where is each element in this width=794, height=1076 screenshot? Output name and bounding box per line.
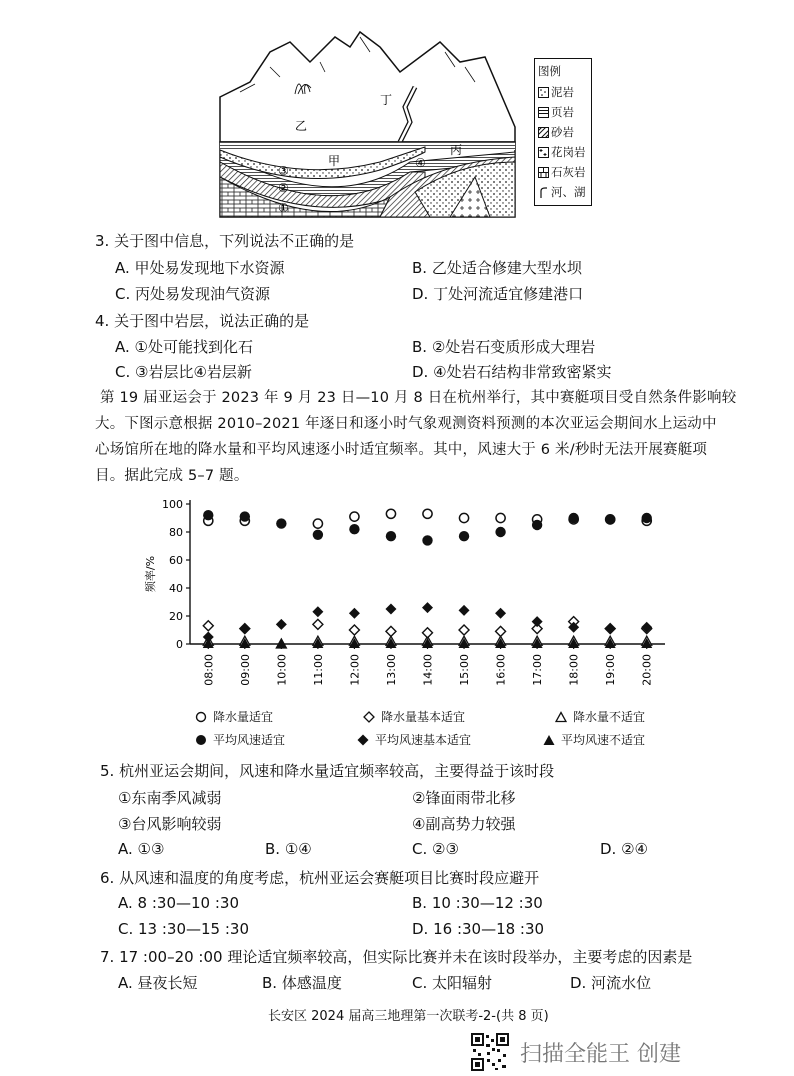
data-point-diamond-open xyxy=(386,626,396,636)
legend-wind-basic: 平均风速基本适宜 xyxy=(357,731,471,748)
q3-option-b: B. 乙处适合修建大型水坝 xyxy=(412,259,582,277)
data-point-diamond-filled xyxy=(203,632,214,643)
geology-legend xyxy=(534,58,592,206)
legend-item-sandstone: 砂岩 xyxy=(538,122,588,142)
label-n2: ② xyxy=(278,181,289,195)
data-point-diamond-open xyxy=(496,626,506,636)
q3-option-d: D. 丁处河流适宜修建港口 xyxy=(412,285,584,303)
data-point-circle-open xyxy=(423,509,432,518)
data-point-diamond-open xyxy=(459,625,469,635)
data-point-circle-filled xyxy=(642,513,652,523)
page-footer: 长安区 2024 届高三地理第一次联考-2-(共 8 页) xyxy=(268,1009,549,1024)
filled-diamond-icon xyxy=(357,734,369,746)
chart-legend xyxy=(195,708,645,748)
q5-option-a: A. ①③ xyxy=(118,840,165,858)
y-tick-label: 60 xyxy=(169,554,183,567)
data-point-diamond-filled xyxy=(495,608,506,619)
y-axis-label: 频率/% xyxy=(144,555,157,593)
filled-circle-icon xyxy=(195,734,207,746)
q4-stem: 4. 关于图中岩层，说法正确的是 xyxy=(95,312,310,330)
data-point-diamond-filled xyxy=(422,602,433,613)
label-n1: ① xyxy=(278,201,289,215)
data-point-circle-filled xyxy=(532,520,542,530)
shale-swatch-icon xyxy=(538,107,549,118)
data-point-circle-filled xyxy=(605,514,615,524)
q7-option-a: A. 昼夜长短 xyxy=(118,974,198,992)
q7-option-b: B. 体感温度 xyxy=(262,974,342,992)
data-point-diamond-filled xyxy=(239,623,250,634)
data-point-diamond-filled xyxy=(532,616,543,627)
q3-option-a: A. 甲处易发现地下水资源 xyxy=(115,259,285,277)
granite-swatch-icon xyxy=(538,147,549,158)
x-tick-label: 18:00 xyxy=(567,654,581,686)
q5-item-2: ②锋面雨带北移 xyxy=(412,789,516,807)
legend-item-shale: 页岩 xyxy=(538,102,588,122)
y-tick-label: 0 xyxy=(176,638,183,651)
scanner-watermark xyxy=(470,1032,681,1072)
sandstone-swatch-icon xyxy=(538,127,549,138)
x-tick-label: 08:00 xyxy=(202,654,216,686)
data-point-circle-filled xyxy=(386,531,396,541)
data-point-diamond-filled xyxy=(349,608,360,619)
x-tick-label: 14:00 xyxy=(421,654,435,686)
label-yi: 乙 xyxy=(295,119,308,133)
legend-item-granite: 花岗岩 xyxy=(538,142,588,162)
open-triangle-icon xyxy=(555,711,567,723)
intro-line-3: 心场馆所在地的降水量和平均风速逐小时适宜频率。其中，风速大于 6 米/秒时无法开展赛艇项 xyxy=(95,442,708,458)
q5-option-b: B. ①④ xyxy=(265,840,312,858)
intro-line-2: 大。下图示意根据 2010–2021 年逐日和逐小时气象观测资料预测的本次亚运会期间水上运动中 xyxy=(95,416,717,432)
data-point-circle-filled xyxy=(276,518,286,528)
label-jia: 甲 xyxy=(328,154,341,168)
label-bing: 丙 xyxy=(450,143,463,157)
data-point-diamond-open xyxy=(349,625,359,635)
q5-option-c: C. ②③ xyxy=(412,840,459,858)
legend-wind-suitable: 平均风速适宜 xyxy=(195,731,285,748)
q3-option-c: C. 丙处易发现油气资源 xyxy=(115,285,271,303)
x-tick-label: 13:00 xyxy=(384,654,398,686)
q5-option-d: D. ②④ xyxy=(600,840,648,858)
legend-rain-unsuitable: 降水量不适宜 xyxy=(555,708,645,725)
data-point-circle-filled xyxy=(240,511,250,521)
q7-option-d: D. 河流水位 xyxy=(570,974,652,992)
frequency-chart xyxy=(140,492,680,702)
qr-code-icon xyxy=(470,1032,510,1072)
y-tick-label: 80 xyxy=(169,526,183,539)
q5-stem: 5. 杭州亚运会期间，风速和降水量适宜频率较高，主要得益于该时段 xyxy=(100,762,555,780)
x-tick-label: 16:00 xyxy=(494,654,508,686)
data-point-circle-filled xyxy=(495,527,505,537)
data-point-diamond-filled xyxy=(276,619,287,630)
q4-option-b: B. ②处岩石变质形成大理岩 xyxy=(412,338,596,356)
limestone-swatch-icon xyxy=(538,167,549,178)
q6-option-b: B. 10 :30—12 :30 xyxy=(412,894,543,912)
legend-rain-suitable: 降水量适宜 xyxy=(195,708,273,725)
q4-option-c: C. ③岩层比④岩层新 xyxy=(115,363,252,381)
data-point-diamond-filled xyxy=(459,605,470,616)
data-point-circle-open xyxy=(496,513,505,522)
x-tick-label: 11:00 xyxy=(311,654,325,686)
data-point-triangle-filled xyxy=(276,638,287,648)
q6-stem: 6. 从风速和温度的角度考虑，杭州亚运会赛艇项目比赛时段应避开 xyxy=(100,869,540,887)
q7-stem: 7. 17 :00–20 :00 理论适宜频率较高，但实际比赛并未在该时段举办，主要考虑的因素是 xyxy=(100,948,693,966)
mudstone-swatch-icon xyxy=(538,87,549,98)
q4-option-a: A. ①处可能找到化石 xyxy=(115,338,253,356)
q7-option-c: C. 太阳辐射 xyxy=(412,974,493,992)
data-point-circle-filled xyxy=(459,531,469,541)
data-point-diamond-open xyxy=(203,621,213,631)
q5-item-3: ③台风影响较弱 xyxy=(118,815,222,833)
q6-option-c: C. 13 :30—15 :30 xyxy=(118,920,250,938)
legend-item-limestone: 石灰岩 xyxy=(538,162,588,182)
label-ding: 丁 xyxy=(380,93,393,107)
data-point-diamond-filled xyxy=(641,622,652,633)
data-point-circle-filled xyxy=(568,513,578,523)
watermark-text: 扫描全能王 创建 xyxy=(520,1041,681,1067)
q4-option-d: D. ④处岩石结构非常致密紧实 xyxy=(412,363,612,381)
q3-stem: 3. 关于图中信息，下列说法不正确的是 xyxy=(95,232,355,250)
data-point-diamond-open xyxy=(313,619,323,629)
x-tick-label: 15:00 xyxy=(458,654,472,686)
intro-line-4: 目。据此完成 5–7 题。 xyxy=(95,468,249,484)
data-point-circle-filled xyxy=(422,535,432,545)
data-point-diamond-filled xyxy=(385,604,396,615)
intro-line-1: 第 19 届亚运会于 2023 年 9 月 23 日—10 月 8 日在杭州举行，其中赛艇项目受自然条件影响较 xyxy=(100,390,737,406)
x-tick-label: 09:00 xyxy=(238,654,252,686)
legend-rain-basic: 降水量基本适宜 xyxy=(363,708,465,725)
data-point-circle-open xyxy=(386,509,395,518)
label-n3: ③ xyxy=(278,164,289,178)
data-point-circle-open xyxy=(350,512,359,521)
x-tick-label: 12:00 xyxy=(348,654,362,686)
y-tick-label: 100 xyxy=(162,498,183,511)
x-tick-label: 19:00 xyxy=(604,654,618,686)
y-tick-label: 40 xyxy=(169,582,183,595)
filled-triangle-icon xyxy=(543,734,555,746)
data-point-circle-open xyxy=(313,519,322,528)
data-point-circle-open xyxy=(459,513,468,522)
legend-title: 图例 xyxy=(538,64,561,78)
y-tick-label: 20 xyxy=(169,610,183,623)
data-point-circle-filled xyxy=(313,530,323,540)
x-tick-label: 10:00 xyxy=(275,654,289,686)
x-tick-label: 20:00 xyxy=(640,654,654,686)
q6-option-d: D. 16 :30—18 :30 xyxy=(412,920,545,938)
geology-block-diagram xyxy=(210,12,530,222)
data-point-diamond-filled xyxy=(605,623,616,634)
data-point-circle-filled xyxy=(349,524,359,534)
data-point-diamond-filled xyxy=(312,606,323,617)
data-point-diamond-open xyxy=(423,628,433,638)
q5-item-1: ①东南季风减弱 xyxy=(118,789,222,807)
river-swatch-icon xyxy=(538,187,549,198)
open-diamond-icon xyxy=(363,711,375,723)
q5-item-4: ④副高势力较强 xyxy=(412,815,516,833)
label-n4: ④ xyxy=(415,156,426,170)
data-point-circle-filled xyxy=(203,510,213,520)
open-circle-icon xyxy=(195,711,207,723)
legend-item-river-lake: 河、湖 xyxy=(538,182,588,202)
q6-option-a: A. 8 :30—10 :30 xyxy=(118,894,239,912)
x-tick-label: 17:00 xyxy=(531,654,545,686)
legend-wind-unsuitable: 平均风速不适宜 xyxy=(543,731,645,748)
legend-item-mudstone: 泥岩 xyxy=(538,82,588,102)
